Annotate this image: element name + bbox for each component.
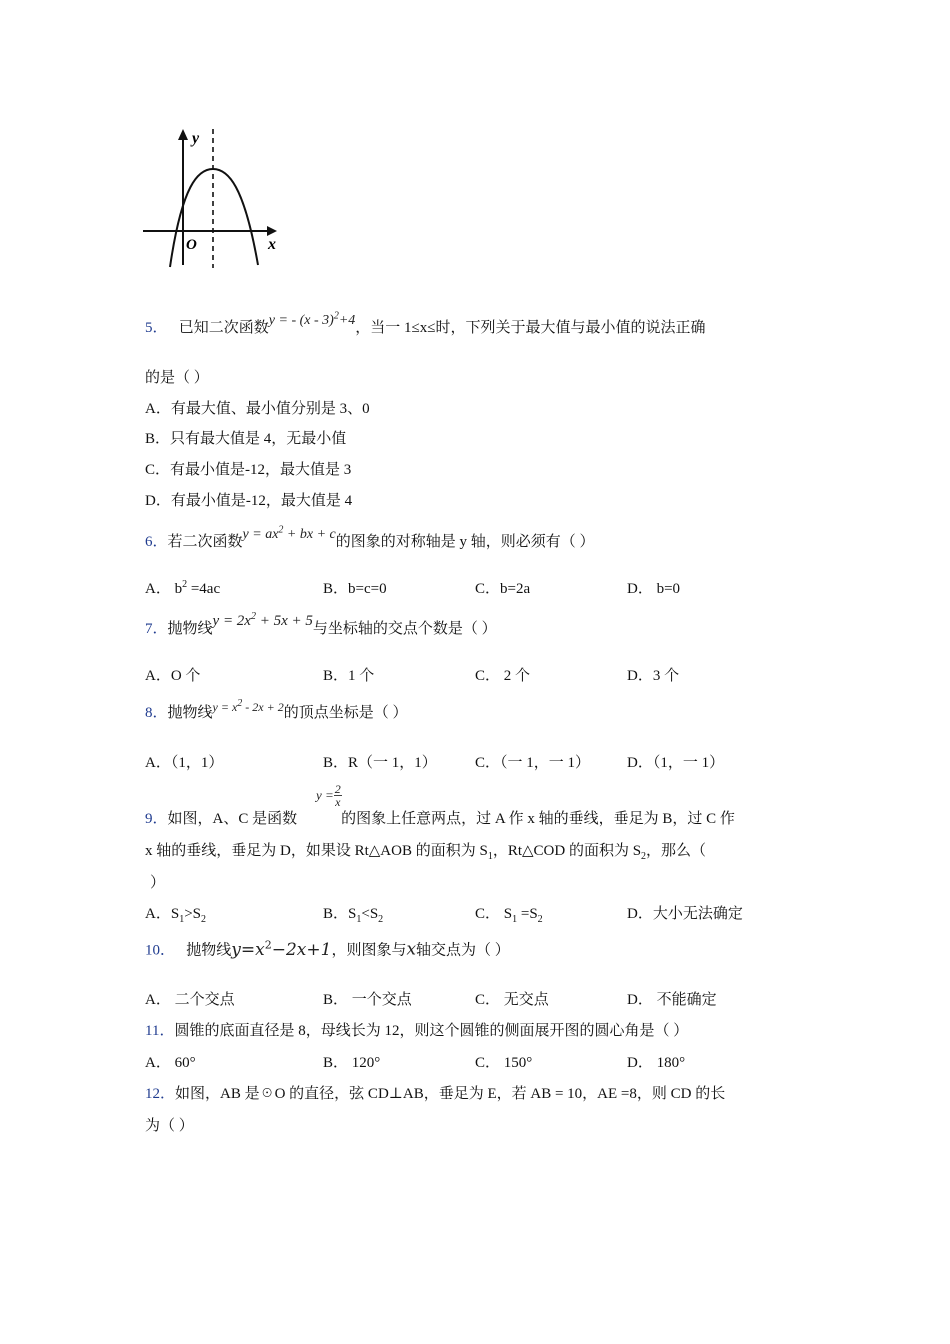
q7-option-c: C． 2 个 [475, 668, 531, 684]
q7-pre: 抛物线 [167, 621, 213, 637]
q8-line1 [145, 698, 408, 722]
q6-option-a: A． $b^2 =4ac$ [145, 579, 221, 597]
origin-label: O [186, 237, 197, 253]
q9-pre: 如图，A、C 是函数 [167, 811, 298, 827]
q9-option-d: D．大小无法确定 [627, 906, 743, 922]
parabola-figure [140, 125, 285, 270]
q9-option-c: C． $S_1 =S_2$ [475, 906, 543, 925]
q6-option-c: C．b=2a [475, 581, 531, 597]
q11-option-d: D． 180° [627, 1055, 686, 1071]
q12-line1 [145, 1082, 725, 1103]
q7-post: 与坐标轴的交点个数是（ ） [312, 621, 497, 637]
q6-formula: $y = ax^2$ + bx + c [242, 524, 336, 542]
q5-pre: 已知二次函数 [178, 320, 269, 336]
q10-post-a: ，则图象与 [331, 942, 407, 959]
x-axis-label: x [268, 236, 276, 253]
y-axis-label: y [192, 130, 200, 147]
q10-pre: 抛物线 [186, 942, 232, 959]
q5-option-c: C．有最小值是-12，最大值是 3 [145, 462, 352, 478]
q7-formula: $y = 2x^2 + 5x + 5$ [212, 611, 313, 629]
q8-pre: 抛物线 [167, 705, 213, 721]
q11-option-a: A． 60° [145, 1055, 196, 1071]
x-axis-arrow-icon [267, 226, 277, 236]
q9-post: 的图象上任意两点，过 A 作 x 轴的垂线，垂足为 B，过 C 作 [341, 811, 735, 827]
q6-option-d: D． b=0 [627, 581, 681, 597]
q9-formula: y = $\frac{2}{x}$ [316, 782, 341, 809]
q6-line1 [145, 524, 595, 551]
q7-option-a: A．O 个 [145, 668, 201, 684]
q9-line3: ） [150, 875, 166, 891]
q8-post: 的顶点坐标是（ ） [283, 705, 408, 721]
q12-text: 如图，AB 是☉O 的直径，弦 CD⊥AB，垂足为 E，若 AB = 10，AE =8，则 CD 的长 [175, 1086, 726, 1102]
q8-option-c: C．（一 1，一 1） [475, 755, 591, 771]
y-axis-arrow-icon [178, 129, 188, 140]
q5-option-a: A．有最大值、最小值分别是 3、0 [145, 401, 370, 417]
q5-option-b: B．只有最大值是 4，无最小值 [145, 431, 347, 447]
q7-option-d: D．3 个 [627, 668, 680, 684]
q9-option-a: A．$S_1>S_2$ [145, 906, 206, 925]
q11-text: 圆锥的底面直径是 8，母线长为 12，则这个圆锥的侧面展开图的圆心角是（ ） [174, 1023, 689, 1039]
q12-line2: 为（ ） [145, 1118, 194, 1134]
q8-number: 8． [145, 705, 168, 721]
q8-option-a: A．（1，1） [145, 755, 224, 771]
q8-formula: y = x2 - 2x + 2 [212, 698, 284, 714]
q12-number: 12． [145, 1086, 176, 1102]
q11-option-c: C． 150° [475, 1055, 533, 1071]
q6-pre: 若二次函数 [167, 534, 243, 550]
q10-formula: $y=x^2-2x+1$ [231, 938, 332, 960]
q11-option-b: B． 120° [323, 1055, 381, 1071]
q5-post: ，当一 1≤x≤时，下列关于最大值与最小值的说法正确 [355, 320, 706, 336]
q10-option-a: A． 二个交点 [145, 992, 235, 1008]
q6-option-b: B．b=c=0 [323, 581, 387, 597]
q7-number: 7． [145, 621, 168, 637]
q5-line2: 的是（ ） [145, 370, 209, 386]
q10-post-x: x [406, 939, 417, 960]
q10-post-b: 轴交点为（ ） [416, 942, 510, 959]
q10-line1 [145, 938, 510, 960]
q9-option-b: B．$S_1<S_2$ [323, 906, 384, 925]
q5-number: 5． [145, 320, 168, 336]
q5-formula: y = - (x - 3)$^2$+4 [268, 310, 356, 328]
q7-line1 [145, 611, 497, 638]
q10-option-b: B． 一个交点 [323, 992, 412, 1008]
q7-option-b: B．1 个 [323, 668, 375, 684]
q6-number: 6． [145, 534, 168, 550]
q8-option-d: D．（1，一 1） [627, 755, 725, 771]
q10-option-d: D． 不能确定 [627, 992, 717, 1008]
q11-number: 11． [145, 1023, 175, 1039]
q9-line1 [145, 807, 735, 828]
q6-post: 的图象的对称轴是 y 轴，则必须有（ ） [335, 534, 595, 550]
q8-option-b: B．R（一 1，1） [323, 755, 437, 771]
q9-number: 9． [145, 811, 168, 827]
q10-option-c: C． 无交点 [475, 992, 549, 1008]
q11-line1 [145, 1019, 688, 1040]
q9-line2: x 轴的垂线，垂足为 D，如果设 Rt△AOB 的面积为 $S_1$，Rt△COD 的面积为 $S_2$，那么（ [145, 843, 707, 862]
q10-number: 10． [145, 942, 176, 959]
q5-option-d: D．有最小值是-12，最大值是 4 [145, 493, 353, 509]
q5-line1 [145, 310, 706, 337]
